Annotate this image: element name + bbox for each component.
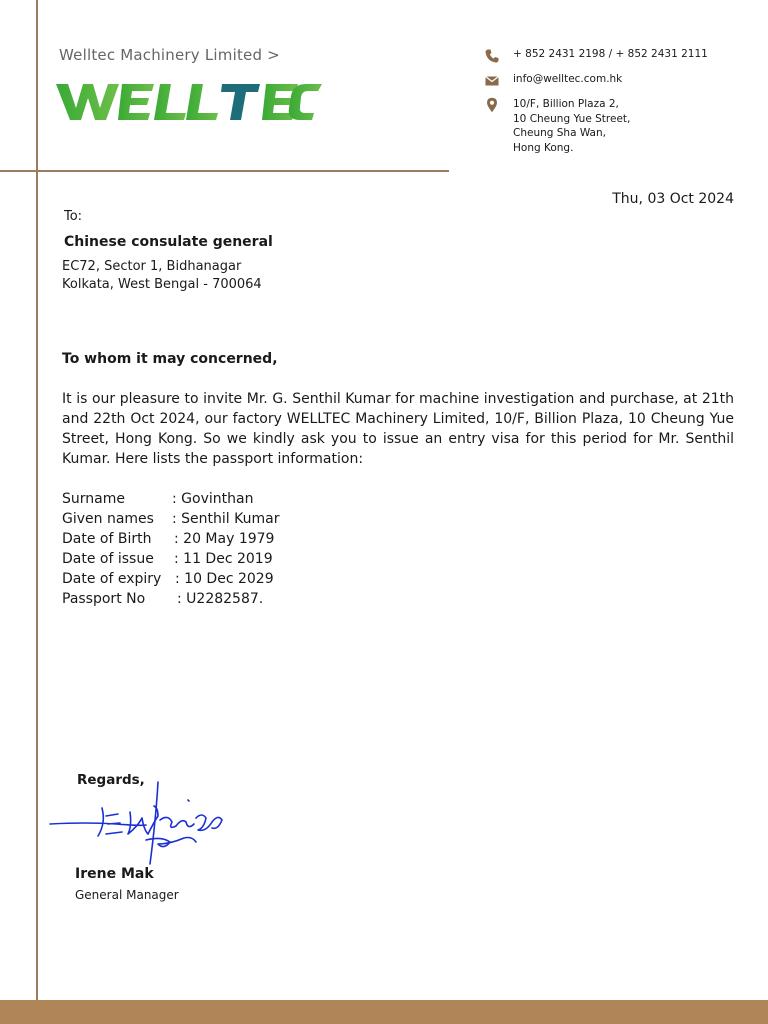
to-label: To: [64,209,83,224]
map-pin-icon [484,97,500,113]
footer-bar [0,1000,768,1024]
passport-row [62,569,279,589]
signer-name: Irene Mak [75,866,154,882]
phone-icon [484,48,500,64]
recipient-address [62,258,262,294]
passport-row [62,529,279,549]
address-lines [513,97,630,155]
letter-body: It is our pleasure to invite Mr. G. Senthil Kumar for machine investigation and purchase, at 21th and 22th Oct 2024, our factory WELLTEC Machinery Limited, 10/F, Billion Plaza, 10 Cheung Yue Street, Hong Kong. So we kindly ask you to issue an entry visa for this period for Mr. Senthil Kumar. Here lists the passport information: [62,391,734,467]
contact-email [484,73,622,89]
signature [46,778,231,870]
recipient-address-line: EC72, Sector 1, Bidhanagar [62,259,242,274]
passport-label: Surname [62,491,125,507]
email-link[interactable]: info@welltec.com.hk [513,73,623,85]
passport-row [62,549,279,569]
phone-text: + 852 2431 2198 / + 852 2431 2111 [513,48,708,60]
envelope-icon [484,73,500,89]
address-line: Cheung Sha Wan, [513,127,606,139]
welltec-logo [56,80,322,122]
salutation: To whom it may concerned, [62,351,278,367]
header-rule [0,170,449,172]
signer-title: General Manager [75,888,179,902]
passport-value: : U2282587. [177,591,264,607]
contact-address [484,97,630,155]
passport-row [62,589,279,609]
passport-label: Date of issue [62,551,154,567]
passport-label: Given names [62,511,154,527]
passport-label: Date of expiry [62,571,162,587]
passport-value: : 20 May 1979 [174,531,275,547]
recipient-address-line: Kolkata, West Bengal - 700064 [62,277,262,292]
passport-label: Date of Birth [62,531,152,547]
company-name: Welltec Machinery Limited > [59,46,280,64]
address-line: Hong Kong. [513,141,574,154]
passport-value: : 10 Dec 2029 [175,571,274,587]
left-rule [36,0,38,1000]
passport-info [62,489,279,609]
recipient-name: Chinese consulate general [64,234,273,250]
passport-row [62,489,279,509]
passport-value: : Senthil Kumar [172,511,280,527]
passport-value: : 11 Dec 2019 [174,551,273,567]
contact-phone [484,48,708,64]
address-line: 10/F, Billion Plaza 2, [513,98,619,110]
passport-value: : Govinthan [172,491,254,507]
passport-label: Passport No [62,591,146,607]
passport-row [62,509,279,529]
letter-date: Thu, 03 Oct 2024 [612,191,734,207]
closing-regards: Regards, [77,772,145,788]
address-line: 10 Cheung Yue Street, [513,112,631,125]
